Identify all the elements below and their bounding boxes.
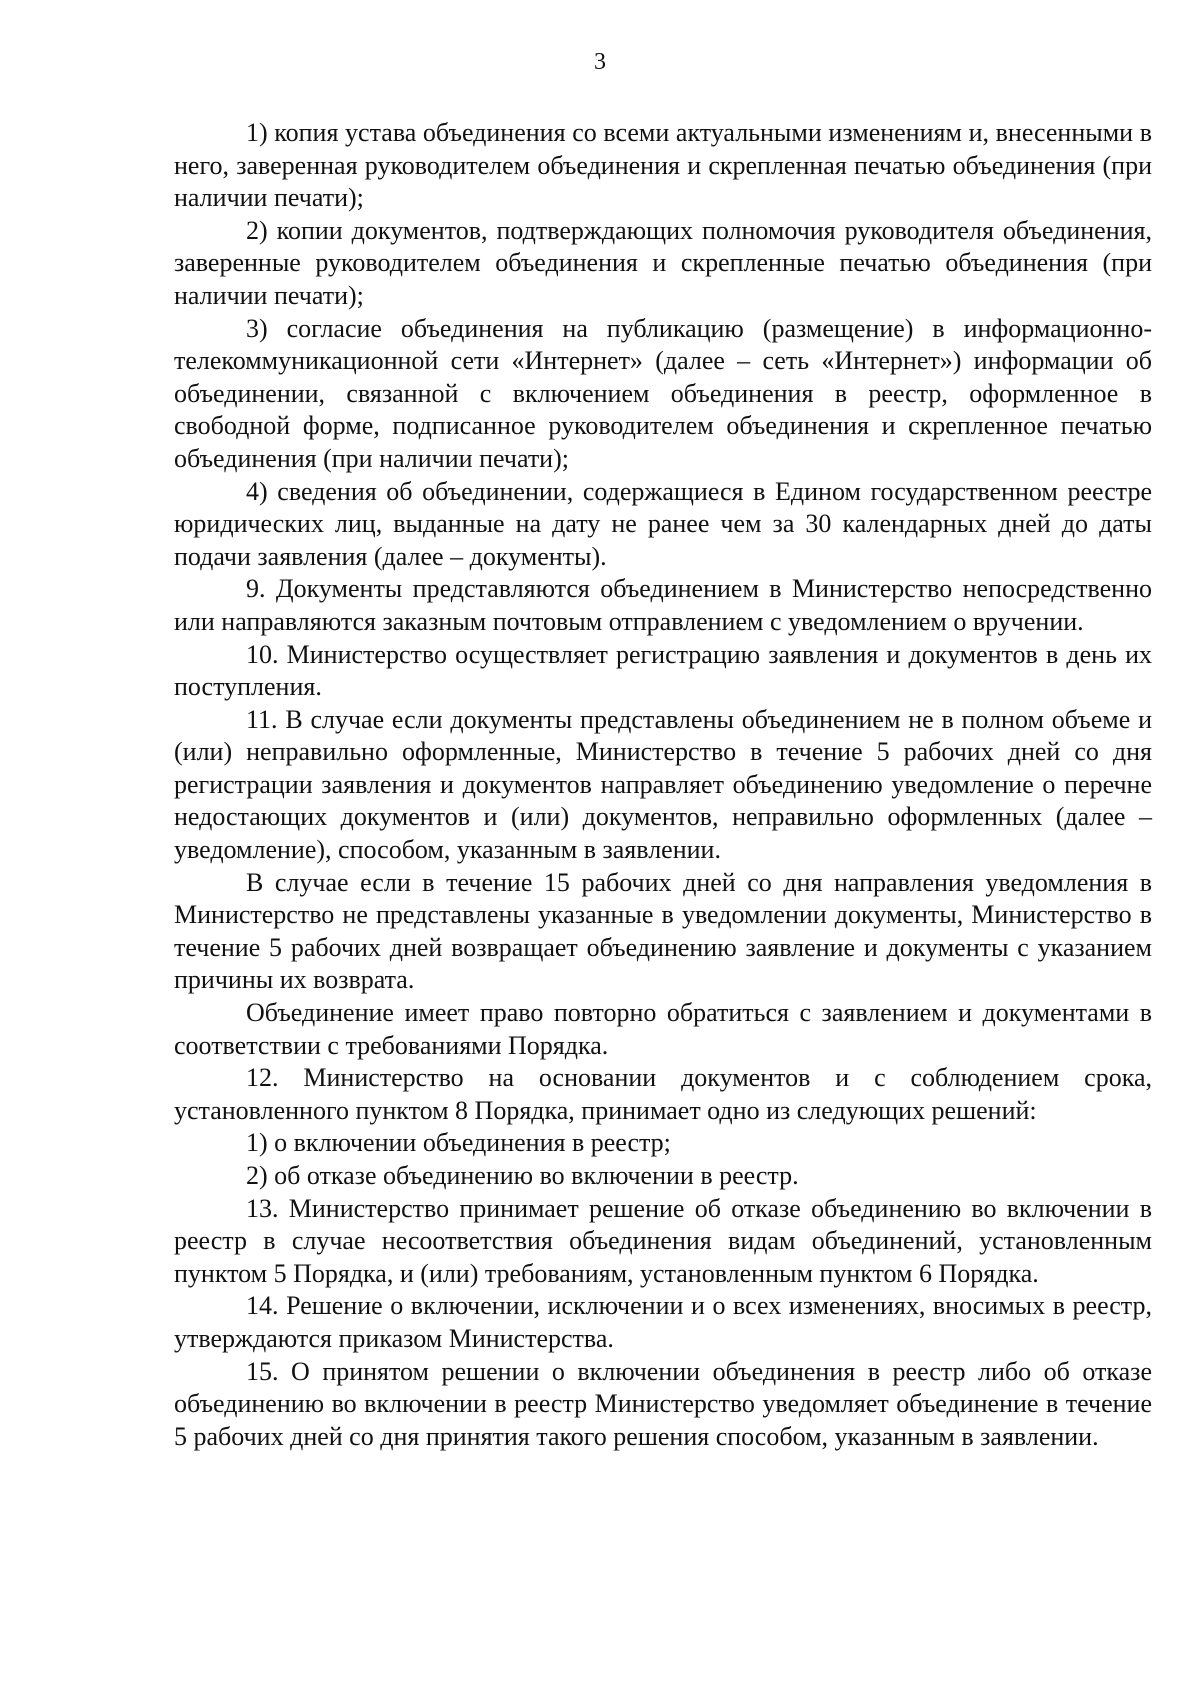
paragraph-clause-10: 10. Министерство осуществляет регистрацию заявления и документов в день их поступления. (174, 639, 1152, 702)
paragraph-clause-14: 14. Решение о включении, исключении и о всех изменениях, вносимых в реестр, утверждаются приказом Министерства. (174, 1291, 1152, 1353)
paragraph-clause-11-return: В случае если в течение 15 рабочих дней со дня направления уведомления в Министерство не представлены указанные в уведомлении документы, Министерство в течение 5 рабочих дней возвращает объединению заявление и документы с указанием причины их возврата. (174, 867, 1152, 995)
paragraph-item-1-charter-copy: 1) копия устава объединения со всеми актуальными изменениям и, внесенными в него, заверенная руководителем объединения и скрепленная печатью объединения (при наличии печати); (174, 118, 1152, 213)
paragraph-clause-11: 11. В случае если документы представлены объединением не в полном объеме и (или) неправильно оформленные, Министерство в течение 5 рабочих дней со дня регистрации заявления и документов направляет объединению уведомление о перечне недостающих документов и (или) документов, неправильно оформленных (далее – уведомление), способом, указанным в заявлении. (174, 704, 1152, 865)
paragraph-clause-12-option-1: 1) о включении объединения в реестр; (246, 1128, 671, 1158)
paragraph-item-4-registry-extract: 4) сведения об объединении, содержащиеся в Едином государственном реестре юридических лиц, выданные на дату не ранее чем за 30 календарных дней до даты подачи заявления (далее – документы). (174, 476, 1152, 571)
paragraph-clause-9: 9. Документы представляются объединением в Министерство непосредственно или направляются заказным почтовым отправлением с уведомлением о вручении. (174, 574, 1152, 636)
paragraph-clause-12: 12. Министерство на основании документов и с соблюдением срока, установленного пунктом 8 Порядка, принимает одно из следующих решений: (174, 1063, 1152, 1125)
page-number: 3 (594, 49, 606, 75)
paragraph-item-2-authority-documents: 2) копии документов, подтверждающих полномочия руководителя объединения, заверенные руководителем объединения и скрепленные печатью объединения (при наличии печати); (174, 215, 1152, 310)
paragraph-clause-15: 15. О принятом решении о включении объединения в реестр либо об отказе объединению во включении в реестр Министерство уведомляет объединение в течение 5 рабочих дней со дня принятия такого решения способом, указанным в заявлении. (174, 1356, 1152, 1451)
paragraph-item-3-publication-consent: 3) согласие объединения на публикацию (размещение) в информационно-телекоммуникационной сети «Интернет» (далее – сеть «Интернет») информации об объединении, связанной с включением объединения в реестр, оформленное в свободной форме, подписанное руководителем объединения и скрепленное печатью объединения (при наличии печати); (174, 313, 1152, 473)
paragraph-clause-13: 13. Министерство принимает решение об отказе объединению во включении в реестр в случае несоответствия объединения видам объединений, установленным пунктом 5 Порядка, и (или) требованиям, установленным пунктом 6 Порядка. (174, 1193, 1152, 1288)
paragraph-clause-11-resubmit: Объединение имеет право повторно обратиться с заявлением и документами в соответствии с требованиями Порядка. (174, 998, 1152, 1060)
document-body (174, 117, 1152, 1453)
paragraph-clause-12-option-2: 2) об отказе объединению во включении в реестр. (246, 1161, 799, 1190)
